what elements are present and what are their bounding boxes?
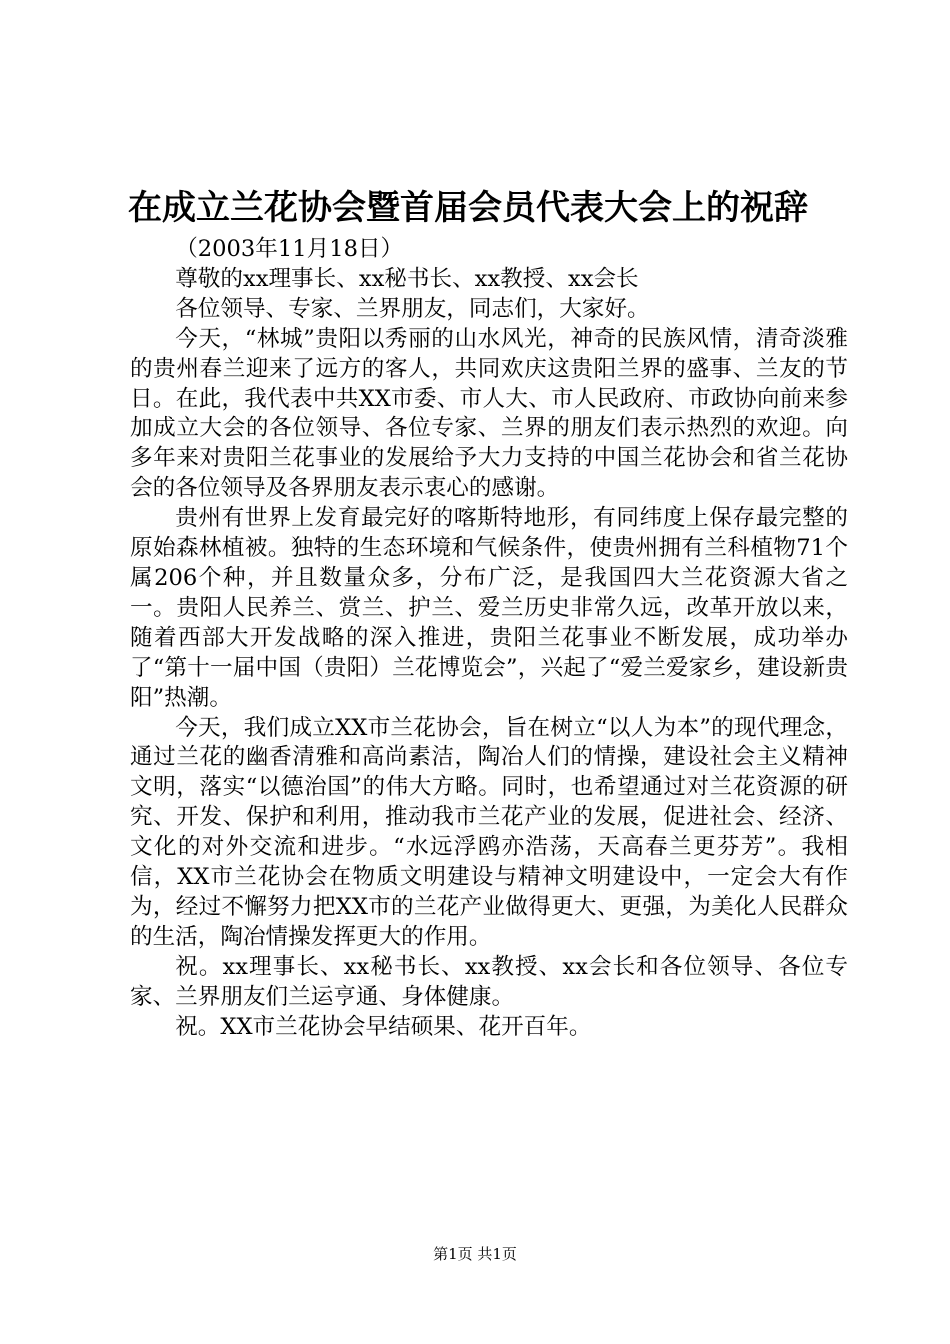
paragraph-wishes-association: 祝。XX市兰花协会早结硕果、花开百年。	[175, 1013, 592, 1040]
paragraph-wishes-guests: 祝。xx理事长、xx秘书长、xx教授、xx会长和各位领导、各位专家、兰界朋友们兰运亨通、身体健康。	[130, 953, 848, 1010]
paragraph-welcome: 今天，“林城”贵阳以秀丽的山水风光，神奇的民族风情，清奇淡雅的贵州春兰迎来了远方的客人，共同欢庆这贵阳兰界的盛事、兰友的节日。在此，我代表中共XX市委、市人大、市人民政府、市政协向前来参加成立大会的各位领导、各位专家、兰界的朋友们表示热烈的欢迎。向多年来对贵阳兰花事业的发展给予大力支持的中国兰花协会和省兰花协会的各位领导及各界朋友表示衷心的感谢。	[130, 325, 848, 502]
document-body	[130, 235, 848, 1042]
document-title: 在成立兰花协会暨首届会员代表大会上的祝辞	[128, 188, 808, 228]
document-date: （2003年11月18日）	[175, 236, 404, 262]
paragraph-association-purpose: 今天，我们成立XX市兰花协会，旨在树立“以人为本”的现代理念，通过兰花的幽香清雅和高尚素洁，陶冶人们的情操，建设社会主义精神文明，落实“以德治国”的伟大方略。同时，也希望通过对兰花资源的研究、开发、保护和利用，推动我市兰花产业的发展，促进社会、经济、文化的对外交流和进步。“水远浮鸥亦浩荡，天高春兰更芬芳”。我相信，XX市兰花协会在物质文明建设与精神文明建设中，一定会大有作为，经过不懈努力把XX市的兰花产业做得更大、更强，为美化人民群众的生活，陶冶情操发挥更大的作用。	[130, 714, 848, 950]
salutation-line-1: 尊敬的xx理事长、xx秘书长、xx教授、xx会长	[175, 265, 639, 292]
salutation-line-2: 各位领导、专家、兰界朋友，同志们，大家好。	[175, 295, 650, 322]
page-footer: 第1页 共1页	[433, 1245, 517, 1263]
paragraph-guizhou-orchids: 贵州有世界上发育最完好的喀斯特地形，有同纬度上保存最完整的原始森林植被。独特的生态环境和气候条件，使贵州拥有兰科植物71个属206个种，并且数量众多，分布广泛，是我国四大兰花资源大省之一。贵阳人民养兰、赏兰、护兰、爱兰历史非常久远，改革开放以来，随着西部大开发战略的深入推进，贵阳兰花事业不断发展，成功举办了“第十一届中国（贵阳）兰花博览会”，兴起了“爱兰爱家乡，建设新贵阳”热潮。	[130, 505, 848, 711]
